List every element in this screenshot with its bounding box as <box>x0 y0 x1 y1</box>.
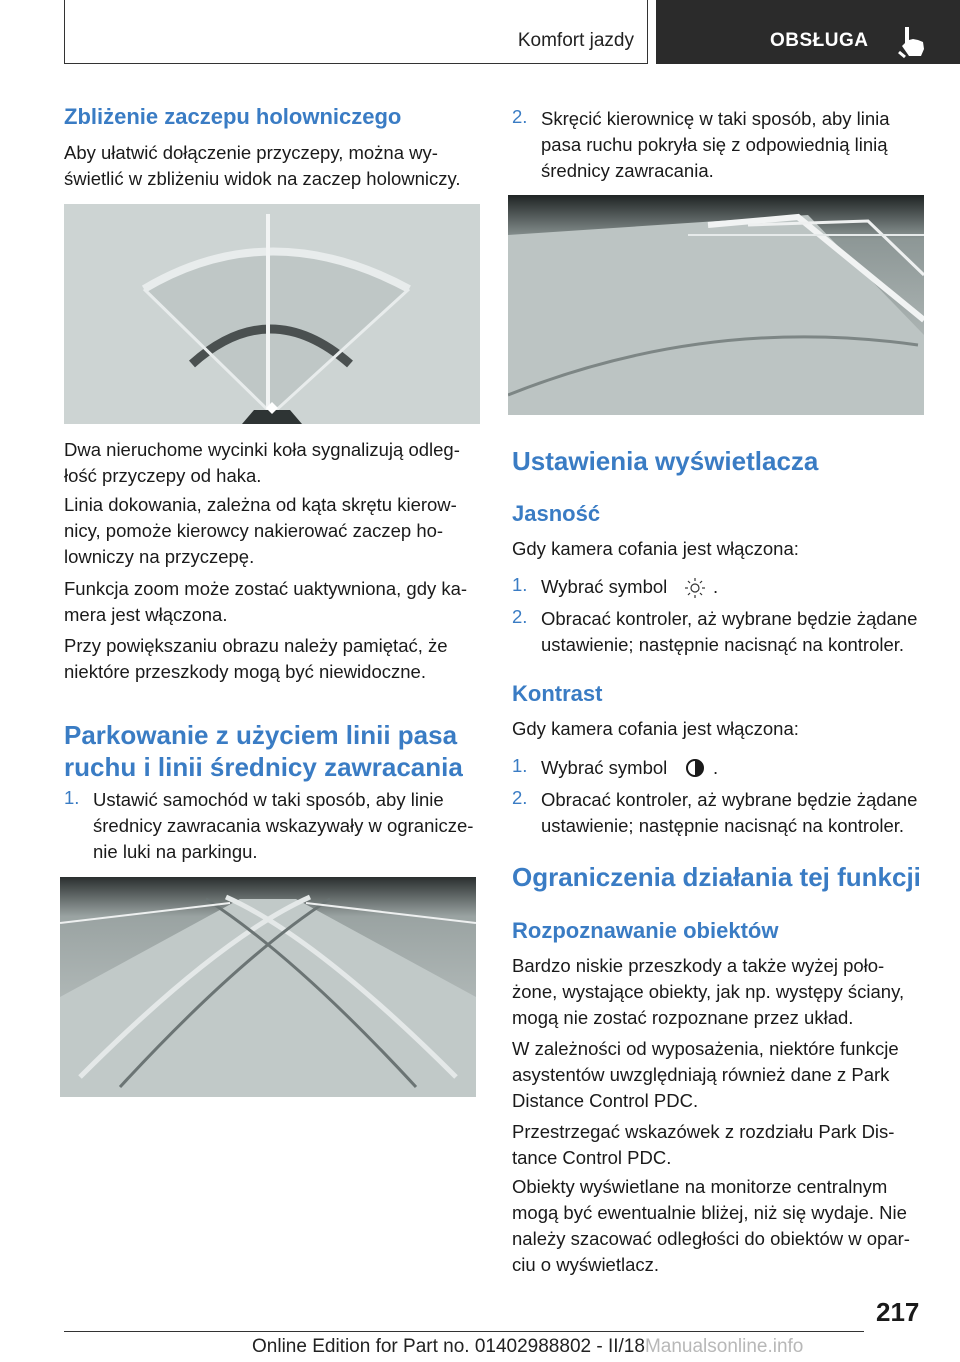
footer-divider <box>64 1331 864 1332</box>
brightness-sun-icon <box>684 577 706 599</box>
hitch-zoom-image <box>64 204 480 424</box>
header-tab-label: OBSŁUGA <box>770 30 869 51</box>
subheading-brightness: Jasność <box>512 501 601 526</box>
step-number: 2. <box>512 106 528 127</box>
step-text: Wybrać symbol <box>541 576 668 597</box>
paragraph-line: W zależności od wyposażenia, niektóre funkcje <box>512 1038 899 1059</box>
lane-line-graphic <box>508 195 924 415</box>
step-number: 2. <box>512 606 528 627</box>
paragraph-line: mera jest włączona. <box>64 604 228 625</box>
section-heading-parking-lines-cont: ruchu i linii średnicy zawracania <box>64 752 463 782</box>
watermark: Manualsonline.info <box>644 1336 804 1357</box>
step-text: pasa ruchu pokryła się z odpowiednią linią <box>541 134 888 155</box>
paragraph-line: Obiekty wyświetlane na monitorze centralnym <box>512 1176 888 1197</box>
step-text-end: . <box>713 757 719 778</box>
step-number: 1. <box>512 574 528 595</box>
header-tab <box>656 0 960 64</box>
paragraph-line: łość przyczepy od haka. <box>64 465 262 486</box>
pointing-hand-icon <box>896 24 932 60</box>
step-number: 2. <box>512 787 528 808</box>
paragraph-line: asystentów uwzględniają również dane z Park <box>512 1064 890 1085</box>
paragraph-line: lowniczy na przyczepę. <box>64 546 255 567</box>
step-text: Obracać kontroler, aż wybrane będzie żądane <box>541 789 918 810</box>
step-text: Wybrać symbol <box>541 757 668 778</box>
step-text: ustawienie; następnie nacisnąć na kontroler. <box>541 815 905 836</box>
contrast-circle-icon <box>684 757 706 779</box>
paragraph-line: Gdy kamera cofania jest włączona: <box>512 538 799 559</box>
turning-radius-graphic <box>60 877 476 1097</box>
paragraph-line: ciu o wyświetlacz. <box>512 1254 660 1275</box>
paragraph-line: Przy powiększaniu obrazu należy pamiętać, że <box>64 635 448 656</box>
edition-text: Online Edition for Part no. 01402988802 - II/18 <box>252 1336 645 1357</box>
hitch-zoom-graphic <box>64 204 480 424</box>
paragraph-line: tance Control PDC. <box>512 1147 672 1168</box>
section-heading-limitations: Ograniczenia działania tej funkcji <box>512 862 921 892</box>
paragraph-line: mogą być ewentualnie bliżej, niż się wydaje. Nie <box>512 1202 907 1223</box>
section-heading-display-settings: Ustawienia wyświetlacza <box>512 446 819 476</box>
paragraph-line: niektóre przeszkody mogą być niewidoczne. <box>64 661 426 682</box>
paragraph-line: Distance Control PDC. <box>512 1090 699 1111</box>
paragraph-line: świetlić w zbliżeniu widok na zaczep holowniczy. <box>64 168 461 189</box>
lane-line-image <box>508 195 924 415</box>
section-heading-parking-lines: Parkowanie z użyciem linii pasa <box>64 720 458 750</box>
edition-note <box>252 1336 803 1358</box>
paragraph-line: Linia dokowania, zależna od kąta skrętu kierow- <box>64 494 457 515</box>
paragraph-line: nicy, pomoże kierowcy nakierować zaczep ho- <box>64 520 444 541</box>
paragraph-line: Gdy kamera cofania jest włączona: <box>512 718 799 739</box>
paragraph-line: Przestrzegać wskazówek z rozdziału Park Dis- <box>512 1121 895 1142</box>
step-number: 1. <box>512 755 528 776</box>
step-number: 1. <box>64 787 80 808</box>
paragraph-line: Aby ułatwić dołączenie przyczepy, można wy- <box>64 142 438 163</box>
paragraph-line: mogą nie zostać rozpoznane przez układ. <box>512 1007 854 1028</box>
subheading-object-recognition: Rozpoznawanie obiektów <box>512 918 779 943</box>
paragraph-line: żone, wystające obiekty, jak np. występy ściany, <box>512 981 905 1002</box>
paragraph-line: Dwa nieruchome wycinki koła sygnalizują odleg- <box>64 439 460 460</box>
step-text: średnicy zawracania. <box>541 160 714 181</box>
step-text-end: . <box>713 576 719 597</box>
page-number: 217 <box>876 1297 920 1327</box>
section-heading-hitch-zoom: Zbliżenie zaczepu holowniczego <box>64 104 402 129</box>
turning-radius-image <box>60 877 476 1097</box>
step-text: średnicy zawracania wskazywały w ogranicze- <box>93 815 474 836</box>
step-text: nie luki na parkingu. <box>93 841 258 862</box>
step-text: Skręcić kierownicę w taki sposób, aby linia <box>541 108 890 129</box>
paragraph-line: Bardzo niskie przeszkody a także wyżej poło- <box>512 955 885 976</box>
paragraph-line: Funkcja zoom może zostać uaktywniona, gdy ka- <box>64 578 468 599</box>
paragraph-line: należy szacować odległości do obiektów w opar- <box>512 1228 910 1249</box>
subheading-contrast: Kontrast <box>512 681 603 706</box>
step-text: Ustawić samochód w taki sposób, aby linie <box>93 789 444 810</box>
step-text: Obracać kontroler, aż wybrane będzie żądane <box>541 608 918 629</box>
header-section-title: Komfort jazdy <box>517 30 634 51</box>
step-text: ustawienie; następnie nacisnąć na kontroler. <box>541 634 905 655</box>
